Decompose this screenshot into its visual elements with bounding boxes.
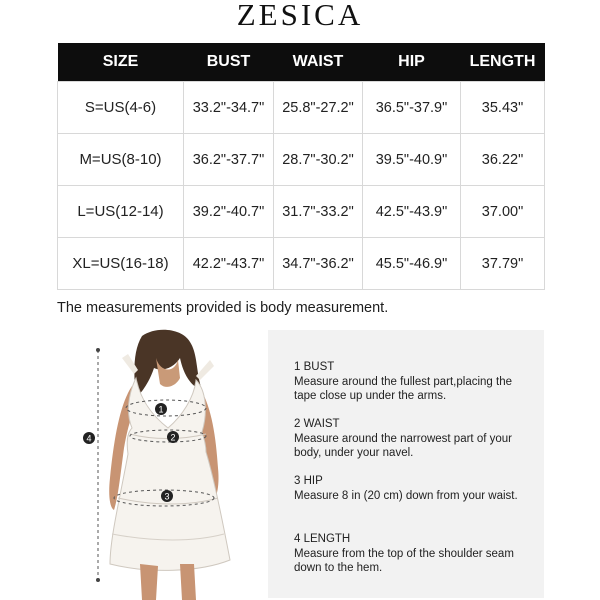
cell-length: 36.22" <box>461 134 545 186</box>
cell-waist: 34.7"-36.2" <box>274 238 363 290</box>
cell-size: S=US(4-6) <box>58 82 184 134</box>
table-row <box>58 238 545 290</box>
model-hair <box>134 330 202 398</box>
cell-length: 35.43" <box>461 82 545 134</box>
header-bust: BUST <box>184 43 274 82</box>
header-length: LENGTH <box>461 43 545 82</box>
marker-waist <box>167 431 179 443</box>
cell-bust: 36.2"-37.7" <box>184 134 274 186</box>
guide-title: 2 WAIST <box>294 418 340 430</box>
table-row <box>58 134 545 186</box>
cell-bust: 33.2"-34.7" <box>184 82 274 134</box>
cell-bust: 39.2"-40.7" <box>184 186 274 238</box>
measurement-note: The measurements provided is body measurement. <box>57 300 389 316</box>
cell-bust: 42.2"-43.7" <box>184 238 274 290</box>
svg-text:3: 3 <box>164 491 170 502</box>
length-bottom-dot <box>96 578 100 582</box>
cell-waist: 31.7"-33.2" <box>274 186 363 238</box>
cell-size: M=US(8-10) <box>58 134 184 186</box>
brand-logo: ZESICA <box>236 0 364 32</box>
table-row <box>58 186 545 238</box>
header-hip: HIP <box>363 43 461 82</box>
guide-item-waist <box>294 417 534 461</box>
cell-size: XL=US(16-18) <box>58 238 184 290</box>
guide-description: Measure from the top of the shoulder seam down to the hem. <box>294 547 514 574</box>
guide-title: 4 LENGTH <box>294 533 351 545</box>
cell-hip: 45.5"-46.9" <box>363 238 461 290</box>
length-top-dot <box>96 348 100 352</box>
guide-item-hip <box>294 474 534 503</box>
measurement-guide-panel <box>268 330 544 598</box>
svg-text:2: 2 <box>170 432 176 443</box>
marker-length <box>83 432 95 444</box>
shoulder-bow-right <box>196 360 214 380</box>
cell-length: 37.79" <box>461 238 545 290</box>
guide-item-length <box>294 532 534 576</box>
guide-description: Measure around the narrowest part of your body, under your navel. <box>294 432 512 459</box>
cell-waist: 25.8"-27.2" <box>274 82 363 134</box>
cell-length: 37.00" <box>461 186 545 238</box>
cell-waist: 28.7"-30.2" <box>274 134 363 186</box>
header-size: SIZE <box>58 43 184 82</box>
marker-bust <box>155 403 167 415</box>
guide-description: Measure 8 in (20 cm) down from your waist. <box>294 489 518 502</box>
svg-text:1: 1 <box>158 404 164 415</box>
cell-hip: 36.5"-37.9" <box>363 82 461 134</box>
guide-description: Measure around the fullest part,placing the tape close up under the arms. <box>294 375 512 402</box>
header-waist: WAIST <box>274 43 363 82</box>
cell-size: L=US(12-14) <box>58 186 184 238</box>
table-row <box>58 82 545 134</box>
cell-hip: 39.5"-40.9" <box>363 134 461 186</box>
model-illustration <box>70 328 245 600</box>
size-chart-table <box>57 43 545 290</box>
guide-item-bust <box>294 360 534 404</box>
cell-hip: 42.5"-43.9" <box>363 186 461 238</box>
table-header-row <box>58 43 545 82</box>
svg-text:4: 4 <box>86 433 92 444</box>
guide-title: 1 BUST <box>294 361 335 373</box>
marker-hip <box>161 490 173 502</box>
guide-title: 3 HIP <box>294 475 323 487</box>
